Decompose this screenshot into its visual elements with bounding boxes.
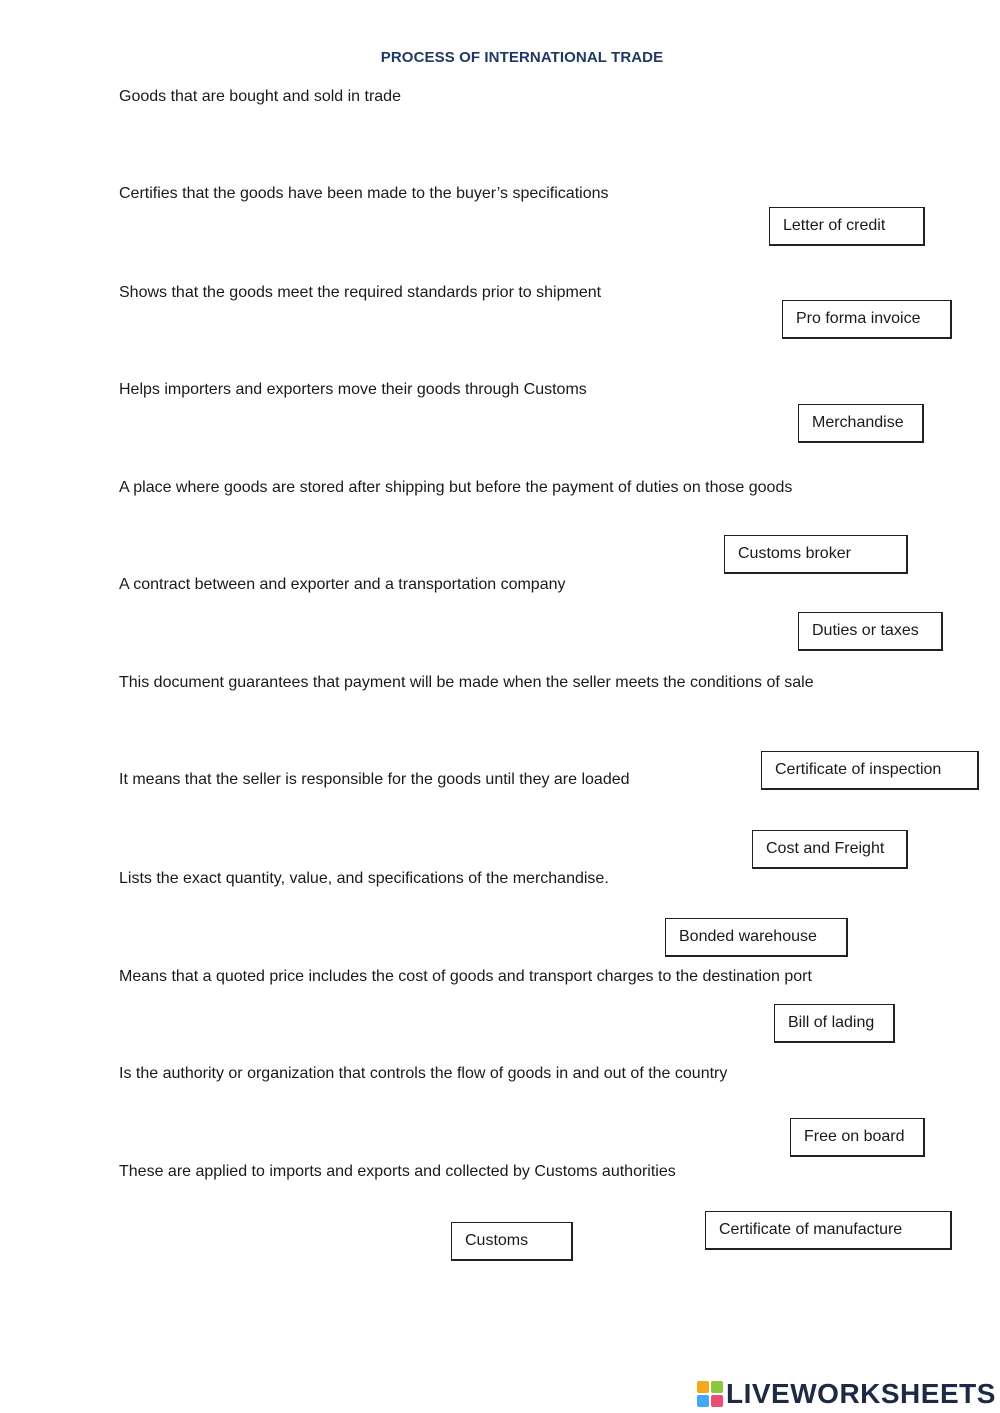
term-certificate-of-inspection[interactable]: Certificate of inspection: [761, 751, 979, 790]
definition-1: Goods that are bought and sold in trade: [119, 88, 401, 105]
term-cost-and-freight[interactable]: Cost and Freight: [752, 830, 908, 869]
definition-7: This document guarantees that payment will be made when the seller meets the conditions of sale: [119, 674, 814, 691]
logo-square-2: [711, 1381, 723, 1393]
definition-6: A contract between and exporter and a transportation company: [119, 576, 566, 593]
liveworksheets-logo-text: LIVEWORKSHEETS: [726, 1378, 996, 1409]
term-letter-of-credit[interactable]: Letter of credit: [769, 207, 925, 246]
definition-12: These are applied to imports and exports and collected by Customs authorities: [119, 1163, 676, 1180]
term-pro-forma-invoice[interactable]: Pro forma invoice: [782, 300, 952, 339]
definition-8: It means that the seller is responsible for the goods until they are loaded: [119, 771, 630, 788]
definition-11: Is the authority or organization that controls the flow of goods in and out of the country: [119, 1065, 728, 1082]
logo-square-1: [697, 1381, 709, 1393]
term-customs[interactable]: Customs: [451, 1222, 573, 1261]
liveworksheets-logo: [697, 1376, 996, 1412]
term-certificate-of-manufacture[interactable]: Certificate of manufacture: [705, 1211, 952, 1250]
logo-square-3: [697, 1395, 709, 1407]
term-customs-broker[interactable]: Customs broker: [724, 535, 908, 574]
definition-4: Helps importers and exporters move their goods through Customs: [119, 381, 587, 398]
definition-9: Lists the exact quantity, value, and specifications of the merchandise.: [119, 870, 609, 887]
liveworksheets-logo-icon: [697, 1381, 723, 1407]
definition-10: Means that a quoted price includes the cost of goods and transport charges to the destination port: [119, 968, 812, 985]
definition-3: Shows that the goods meet the required standards prior to shipment: [119, 284, 602, 301]
page-title: PROCESS OF INTERNATIONAL TRADE: [380, 49, 664, 66]
definition-2: Certifies that the goods have been made to the buyer’s specifications: [119, 185, 609, 202]
term-duties-or-taxes[interactable]: Duties or taxes: [798, 612, 943, 651]
logo-square-4: [711, 1395, 723, 1407]
term-bonded-warehouse[interactable]: Bonded warehouse: [665, 918, 848, 957]
term-free-on-board[interactable]: Free on board: [790, 1118, 925, 1157]
definition-5: A place where goods are stored after shipping but before the payment of duties on those goods: [119, 479, 793, 496]
term-merchandise[interactable]: Merchandise: [798, 404, 924, 443]
term-bill-of-lading[interactable]: Bill of lading: [774, 1004, 895, 1043]
